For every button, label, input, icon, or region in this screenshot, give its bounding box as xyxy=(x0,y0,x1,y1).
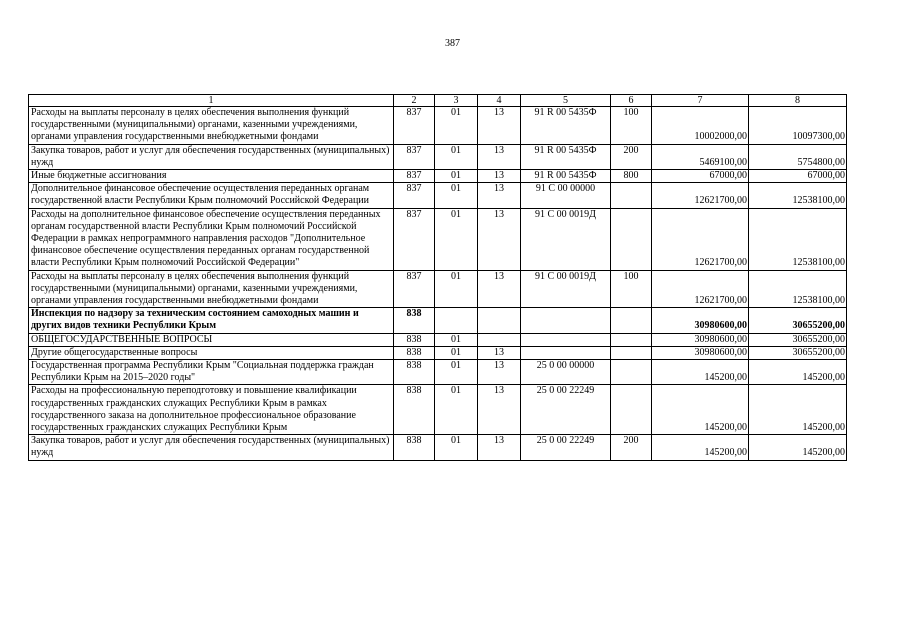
header-cell: 8 xyxy=(749,95,847,107)
code-rz-cell: 01 xyxy=(435,208,478,270)
code-csr-cell: 91 С 00 0019Д xyxy=(521,208,611,270)
amount-2020-cell: 10097300,00 xyxy=(749,107,847,145)
amount-2020-cell: 30655200,00 xyxy=(749,308,847,333)
amount-2019-cell: 30980600,00 xyxy=(652,308,749,333)
code-rz-cell: 01 xyxy=(435,144,478,169)
code-pr-cell: 13 xyxy=(478,208,521,270)
code-vr-cell: 800 xyxy=(611,170,652,183)
code-gr-cell: 837 xyxy=(394,208,435,270)
amount-2020-cell: 30655200,00 xyxy=(749,346,847,359)
amount-2020-cell: 12538100,00 xyxy=(749,183,847,208)
code-vr-cell xyxy=(611,183,652,208)
table-row xyxy=(29,333,847,346)
amount-2019-cell: 12621700,00 xyxy=(652,183,749,208)
amount-2019-cell: 5469100,00 xyxy=(652,144,749,169)
header-cell: 4 xyxy=(478,95,521,107)
code-vr-cell: 100 xyxy=(611,270,652,308)
code-pr-cell: 13 xyxy=(478,183,521,208)
code-rz-cell xyxy=(435,308,478,333)
code-csr-cell: 91 R 00 5435Ф xyxy=(521,107,611,145)
code-vr-cell: 200 xyxy=(611,435,652,460)
code-vr-cell xyxy=(611,308,652,333)
code-csr-cell: 91 R 00 5435Ф xyxy=(521,144,611,169)
code-gr-cell: 838 xyxy=(394,308,435,333)
row-name-cell: Закупка товаров, работ и услуг для обеспечения государственных (муниципальных) нужд xyxy=(29,435,394,460)
header-cell: 3 xyxy=(435,95,478,107)
amount-2020-cell: 145200,00 xyxy=(749,385,847,435)
header-cell: 7 xyxy=(652,95,749,107)
table-row xyxy=(29,385,847,435)
amount-2020-cell: 30655200,00 xyxy=(749,333,847,346)
amount-2020-cell: 67000,00 xyxy=(749,170,847,183)
code-csr-cell xyxy=(521,333,611,346)
amount-2019-cell: 145200,00 xyxy=(652,385,749,435)
row-name-cell: Расходы на дополнительное финансовое обеспечение осуществления переданных органам государственной власти Республики Крым полномочий Российской Федерации в рамках непрограммного направления расходов "Дополнительное финансовое обеспечение осуществления переданных органам государственной власти Республики Крым полномочий Российской Федерации" xyxy=(29,208,394,270)
table-row xyxy=(29,346,847,359)
amount-2020-cell: 145200,00 xyxy=(749,360,847,385)
code-csr-cell: 91 С 00 0019Д xyxy=(521,270,611,308)
code-gr-cell: 837 xyxy=(394,107,435,145)
code-gr-cell: 838 xyxy=(394,346,435,359)
code-rz-cell: 01 xyxy=(435,333,478,346)
code-pr-cell: 13 xyxy=(478,360,521,385)
row-name-cell: Расходы на профессиональную переподготовку и повышение квалификации государственных гражданских служащих Республики Крым в рамках государственного заказа на дополнительное профессиональное образование государственных гражданских служащих Республики Крым xyxy=(29,385,394,435)
code-gr-cell: 837 xyxy=(394,144,435,169)
code-csr-cell: 25 0 00 00000 xyxy=(521,360,611,385)
code-rz-cell: 01 xyxy=(435,435,478,460)
table-row xyxy=(29,170,847,183)
amount-2019-cell: 12621700,00 xyxy=(652,270,749,308)
code-rz-cell: 01 xyxy=(435,170,478,183)
row-name-cell: Дополнительное финансовое обеспечение осуществления переданных органам государственной власти Республики Крым полномочий Российской Федерации xyxy=(29,183,394,208)
table-row xyxy=(29,270,847,308)
code-pr-cell: 13 xyxy=(478,107,521,145)
row-name-cell: Государственная программа Республики Крым "Социальная поддержка граждан Республики Крым на 2015–2020 годы" xyxy=(29,360,394,385)
code-rz-cell: 01 xyxy=(435,107,478,145)
code-csr-cell xyxy=(521,346,611,359)
code-pr-cell xyxy=(478,308,521,333)
code-rz-cell: 01 xyxy=(435,183,478,208)
code-pr-cell: 13 xyxy=(478,144,521,169)
table-row xyxy=(29,435,847,460)
code-rz-cell: 01 xyxy=(435,346,478,359)
header-cell: 1 xyxy=(29,95,394,107)
code-vr-cell xyxy=(611,208,652,270)
table-row xyxy=(29,183,847,208)
page-number: 387 xyxy=(445,38,460,49)
row-name-cell: Другие общегосударственные вопросы xyxy=(29,346,394,359)
code-pr-cell: 13 xyxy=(478,435,521,460)
row-name-cell: Инспекция по надзору за техническим состоянием самоходных машин и других видов техники Республики Крым xyxy=(29,308,394,333)
budget-table xyxy=(28,94,847,461)
code-vr-cell xyxy=(611,385,652,435)
row-name-cell: Закупка товаров, работ и услуг для обеспечения государственных (муниципальных) нужд xyxy=(29,144,394,169)
row-name-cell: Иные бюджетные ассигнования xyxy=(29,170,394,183)
header-cell: 2 xyxy=(394,95,435,107)
code-rz-cell: 01 xyxy=(435,385,478,435)
code-gr-cell: 838 xyxy=(394,360,435,385)
code-gr-cell: 838 xyxy=(394,435,435,460)
table-row xyxy=(29,107,847,145)
code-pr-cell: 13 xyxy=(478,385,521,435)
code-csr-cell: 91 R 00 5435Ф xyxy=(521,170,611,183)
header-row xyxy=(29,95,847,107)
amount-2019-cell: 67000,00 xyxy=(652,170,749,183)
code-rz-cell: 01 xyxy=(435,360,478,385)
code-gr-cell: 837 xyxy=(394,183,435,208)
code-gr-cell: 838 xyxy=(394,333,435,346)
code-pr-cell xyxy=(478,333,521,346)
amount-2020-cell: 12538100,00 xyxy=(749,208,847,270)
code-csr-cell: 25 0 00 22249 xyxy=(521,435,611,460)
code-pr-cell: 13 xyxy=(478,270,521,308)
code-vr-cell: 200 xyxy=(611,144,652,169)
table-row xyxy=(29,144,847,169)
code-csr-cell: 91 С 00 00000 xyxy=(521,183,611,208)
amount-2019-cell: 30980600,00 xyxy=(652,333,749,346)
row-name-cell: Расходы на выплаты персоналу в целях обеспечения выполнения функций государственными (муниципальными) органами, казенными учреждениями, органами управления государственными внебюджетными фондами xyxy=(29,270,394,308)
amount-2019-cell: 12621700,00 xyxy=(652,208,749,270)
amount-2019-cell: 145200,00 xyxy=(652,360,749,385)
code-pr-cell: 13 xyxy=(478,346,521,359)
row-name-cell: ОБЩЕГОСУДАРСТВЕННЫЕ ВОПРОСЫ xyxy=(29,333,394,346)
table-row xyxy=(29,308,847,333)
code-vr-cell xyxy=(611,333,652,346)
amount-2019-cell: 10002000,00 xyxy=(652,107,749,145)
header-cell: 5 xyxy=(521,95,611,107)
code-csr-cell: 25 0 00 22249 xyxy=(521,385,611,435)
table-row xyxy=(29,360,847,385)
code-rz-cell: 01 xyxy=(435,270,478,308)
amount-2020-cell: 12538100,00 xyxy=(749,270,847,308)
code-gr-cell: 838 xyxy=(394,385,435,435)
code-gr-cell: 837 xyxy=(394,270,435,308)
code-vr-cell xyxy=(611,360,652,385)
code-vr-cell: 100 xyxy=(611,107,652,145)
row-name-cell: Расходы на выплаты персоналу в целях обеспечения выполнения функций государственными (муниципальными) органами, казенными учреждениями, органами управления государственными внебюджетными фондами xyxy=(29,107,394,145)
code-vr-cell xyxy=(611,346,652,359)
header-cell: 6 xyxy=(611,95,652,107)
code-gr-cell: 837 xyxy=(394,170,435,183)
amount-2020-cell: 5754800,00 xyxy=(749,144,847,169)
table-row xyxy=(29,208,847,270)
amount-2019-cell: 30980600,00 xyxy=(652,346,749,359)
amount-2020-cell: 145200,00 xyxy=(749,435,847,460)
code-pr-cell: 13 xyxy=(478,170,521,183)
code-csr-cell xyxy=(521,308,611,333)
amount-2019-cell: 145200,00 xyxy=(652,435,749,460)
